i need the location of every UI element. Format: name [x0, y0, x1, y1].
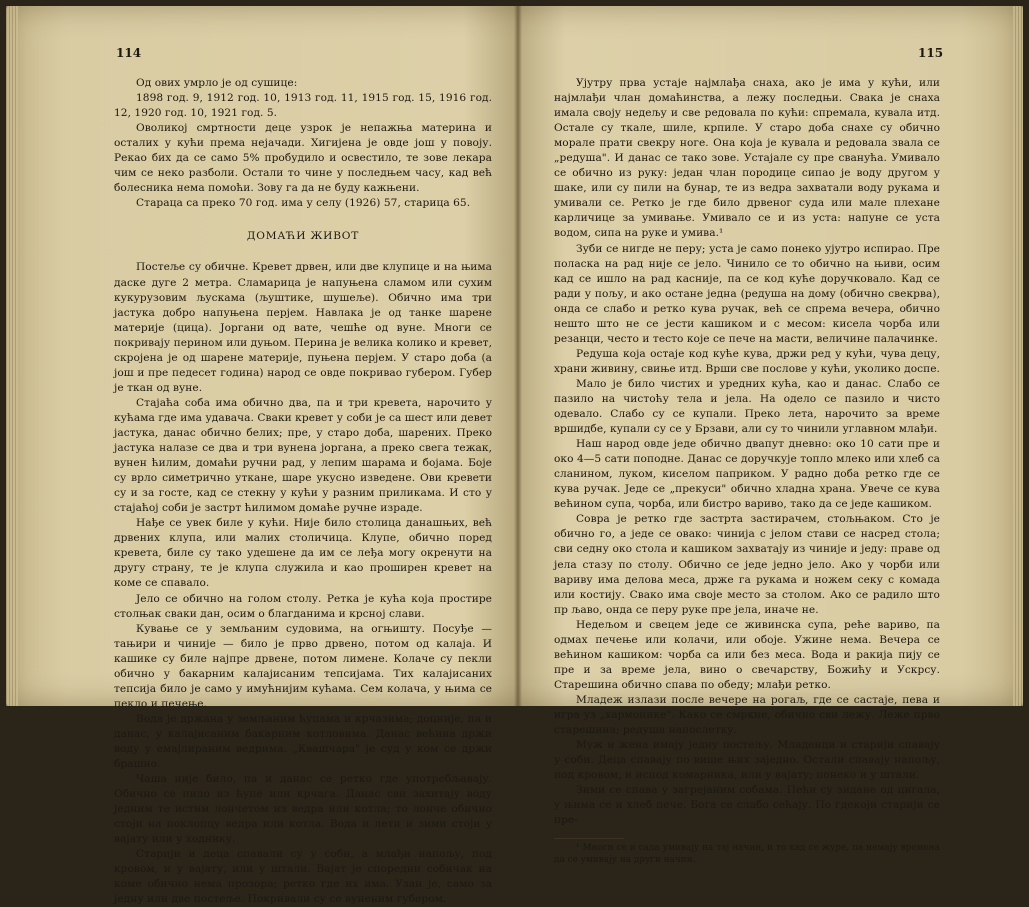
paragraph: Мало је било чистих и уредних кућа, као и данас. Слабо се пазило на чистоћу тела и јела. На одело се пазило и чисто одевало. Слабо су се купали. Преко лета, нарочито за време вршидбе, купали су се у Брзави, али су то чинили углавном млађи.	[554, 377, 940, 436]
paragraph: Вода је држана у земљаним ћупама и крчазима; доцније, па и данас, у калајисаним бакарним котловима. Данас већина држи воду у емајлираним ведрима. „Квашчара" је суд у ком се држи брашно.	[114, 712, 492, 771]
right-page	[522, 6, 1023, 865]
footnote-rule	[554, 838, 624, 839]
section-heading: ДОМАЋИ ЖИВОТ	[246, 230, 360, 243]
paragraph: Оволикој смртности деце узрок је непажња материна и осталих у кући према нејачади. Хигијена је овде још у повоју. Рекао бих да се само 5% пробудило и освестило, те зове лекара чим се неко разболи. Остали то чине у последњем часу, кад већ болесника нема помоћи. Зову га да не буду кажњени.	[114, 122, 492, 195]
paragraph: Недељом и свецем једе се живинска супа, реће вариво, па одмах печење или колачи, или обоје. Ужине нема. Вечера се већином кашиком: чорба са или без меса. Вода и ракија пију се пре и за време јела, вино о свечарству, Божићу и Ускрсу. Старешина обично спава по обеду; млађи ретко.	[554, 618, 940, 691]
footnote: ¹ Многи се и сада умивају на тај начин, и то кад се журе, па немају времена да се умивају на други начин.	[554, 843, 940, 865]
paragraph: Стараца са преко 70 год. има у селу (1926) 57, старица 65.	[136, 197, 471, 210]
page-number: 115	[918, 46, 944, 60]
paragraph: 1898 год. 9, 1912 год. 10, 1913 год. 11, 1915 год. 15, 1916 год. 12, 1920 год. 10, 1921 год. 5.	[114, 92, 492, 120]
paragraph: Стајаћа соба има обично два, па и три кревета, нарочито у кућама где има удавача. Сваки кревет у соби је са шест или девет јастука, данас обично белих; пре, у старо доба, шарених. Преко јастука налазе се два и три вунена јоргана, а преко свега тежак, вунен ћилим, домаћи ручни рад, у лепим шарама и бојама. Боје су врло симетрично уткане, шаре укусно изведене. Ови кревети су и за госте, кад се стекну у кући у разним приликама. И сто у стајаћој соби је застрт ћилимом домаће ручне израде.	[114, 396, 492, 515]
paragraph: Муж и жена имају једну постељу. Младенци и старији спавају у соби. Деца спавају по више њих заједно. Остали спавају напољу, под кровом, и испод комарника, или у вајату; понеко и у штали.	[554, 739, 940, 782]
paragraph: Постеље су обичне. Кревет дрвен, или две клупице и на њима даске дуге 2 метра. Сламарица је напуњена сламом или сухим кукурузовим љускама (љуштике, шушеље). Обично има три јастука добро напуњена перјем. Навлака је од танке шарене материје (цица). Јоргани од вате, чешће од вуне. Многи се покривају перином или дуњом. Перина је велика колико и кревет, скројена је од шарене материје, пуњена перјем. У старо доба (а још и пре педесет година) народ се овде покривао губером. Губер је ткан од вуне.	[114, 261, 492, 394]
paragraph: Кување се у земљаним судовима, на огњишту. Посуђе — тањири и чиније — било је прво дрвено, потом од калаја. И кашике су биле најпре дрвене, потом лимене. Колаче су пекли обично у бакарним калајисаним тепсијама. Тих калајисаних тепсија било је само у имућнијим кућама. Сем колача, у њима се пекло и печење.	[114, 622, 492, 710]
paragraph: Старији и деца спавали су у соби, а млађи напољу, под кровом, и у вајату, или у штали. Вајат је споредни собичак на коме обично нема прозора; ретко где их има. Узан је, само за једну или две постеље. Покривали су се вуненим губером.	[114, 848, 492, 906]
paragraph: Младеж излази после вечере на рогаљ, где се састаје, пева и игра уз „хармонике". Како се смркне, обично сви лежу. Леже прво старешина; редуша напослетку.	[554, 693, 940, 737]
paragraph: Од ових умрло је од сушице:	[136, 77, 298, 89]
paragraph: Јело се обично на голом столу. Ретка је кућа која простире столњак сваки дан, осим о благданима и крсној слави.	[114, 592, 492, 620]
paragraph: Нађе се увек биле у кући. Није било столица данашњих, већ дрвених клупа, или малих столичица. Клупе, обично поред кревета, биле су тако удешене да им се леђа могу окренути на другу страну, те је клупа служила и као проширен кревет на коме се спавало.	[114, 517, 492, 590]
paragraph: Ујутру прва устаје најмлађа снаха, ако је има у кући, или најмлађи члан домаћинства, а лежу последњи. Свака је снаха имала своју недељу и све редовала по кући: спремала, кувала итд. Остале су ткале, шиле, крпиле. У старо доба снахе су обично морале прати свекру ноге. Она која је кувала и редовала звала се „редуша". И данас се тако зове. Устајале су пре сванућа. Умивало се обично из руку: један члан породице сипао је воду другом у шаке, или су пили на бунар, те из ведра захватали воду рукама и умивали се. Ретко је где било дрвеног суда или мале плехане карличице за умивање. Умивало се и из уста: напуне се уста водом, сипа на руке и умива.¹	[554, 77, 940, 240]
paragraph: Редуша која остаје код куће кува, држи ред у кући, чува децу, храни живину, свиње итд. Врши све послове у кући, уколико доспе.	[554, 347, 940, 375]
paragraph: Зуби се нигде не перу; уста је само понеко ујутро испирао. Пре поласка на рад није се јело. Чинило се то обично на њиви, осим кад се ишло на рад касније, па се код куће доручковало. Кад се ради у пољу, и ако остане једна (редуша на дому (обично свекрва), онда се слабо и ретко кува ручак, већ се спрема вечера, обично нешто што не се јести кашиком и с месом: кисела чорба или резанци, често и тесто које се пече на масти, величине палачинке.	[554, 242, 940, 345]
left-text-column	[114, 76, 492, 907]
paragraph: Наш народ овде једе обично двапут дневно: око 10 сати пре и око 4—5 сати поподне. Данас се доручкује топло млеко или хлеб са сланином, луком, киселом паприком. У радно доба ретко где се кува ручак. Једе се „прекуси" обично хладна храна. Увече се кува већином супа, чорба, или бистро вариво, тако да се једе кашиком.	[554, 438, 940, 511]
paragraph: Зими се спава у загрејаним собама. Пећи су зидане од цигала, у њима се и хлеб пече. Бога се слабо сећају. По гдекоји старији се пре-	[554, 784, 940, 827]
paragraph: Совра је ретко где застрта застирачем, стољњаком. Сто је обично го, а једе се овако: чинија с јелом стави се насред стола; сви седну око стола и кашиком захватају из чиније и једу: праве од јела стазу по столу. Обично се једе једно јело. Ако у чорби или вариву има делова меса, држе га рукама и ножем секу с комада или костију. Свако има своје место за столом. Ако се радило што пр љаво, онда се перу руке пре јела, иначе не.	[554, 513, 940, 616]
paragraph: Чаша није било, па и данас се ретко где употребљавају. Обично се пило из ћупе или крчага. Данас сви захитају воду једним те истим лончетом из ведра или котла; то лонче обично стоји на поклопцу ведра или котла. Вода и лети и зими стоји у вајату или у ходнику.	[114, 773, 492, 846]
page-number: 114	[116, 46, 142, 60]
book-gutter	[514, 6, 522, 706]
left-page	[6, 6, 514, 906]
book-spread	[6, 6, 1023, 906]
right-text-column	[554, 76, 940, 866]
